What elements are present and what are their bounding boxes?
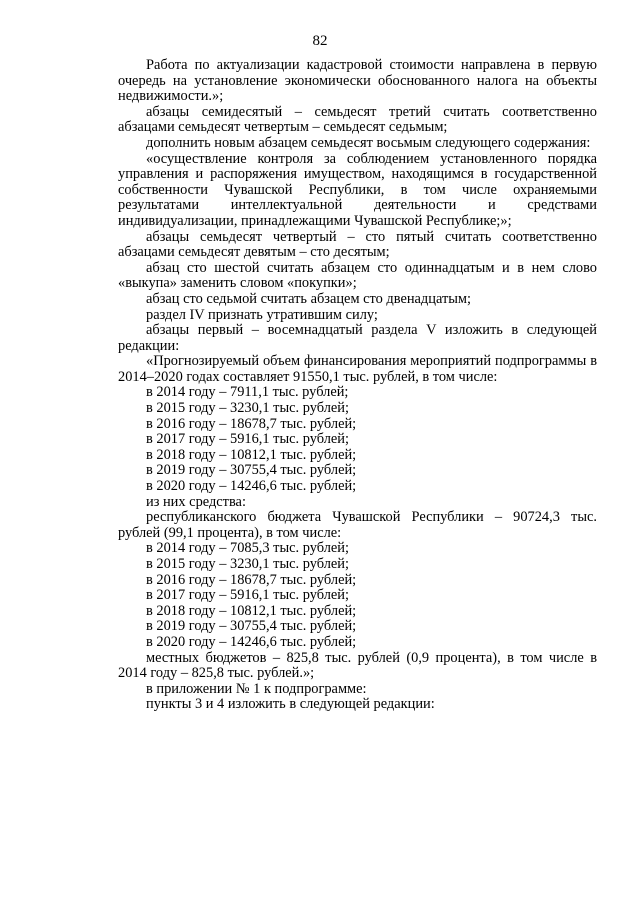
financing-line: в 2015 году – 3230,1 тыс. рублей; [146, 400, 349, 417]
paragraph: абзацы семидесятый – семьдесят третий считать соответственно абзацами семьдесят четвертым – семьдесят седьмым; [118, 103, 597, 136]
paragraph: из них средства: [146, 493, 246, 510]
paragraph: абзацы семьдесят четвертый – сто пятый считать соответственно абзацами семьдесят девятым – сто десятым; [118, 228, 597, 261]
financing-line: в 2016 году – 18678,7 тыс. рублей; [146, 571, 357, 588]
paragraph: республиканского бюджета Чувашской Республики – 90724,3 тыс. рублей (99,1 процента), в том числе: [118, 509, 597, 541]
paragraph: абзац сто шестой считать абзацем сто одиннадцатым и в нем слово «выкупа» заменить словом «покупки»; [118, 259, 597, 292]
financing-line: в 2018 году – 10812,1 тыс. рублей; [146, 602, 357, 619]
financing-line: в 2018 году – 10812,1 тыс. рублей; [146, 446, 357, 463]
paragraph: раздел IV признать утратившим силу; [146, 306, 378, 323]
paragraph: абзац сто седьмой считать абзацем сто двенадцатым; [146, 290, 472, 307]
financing-line: в 2017 году – 5916,1 тыс. рублей; [146, 587, 349, 604]
financing-line: в 2019 году – 30755,4 тыс. рублей; [146, 462, 357, 479]
financing-line: в 2019 году – 30755,4 тыс. рублей; [146, 618, 357, 635]
paragraph: абзацы первый – восемнадцатый раздела V изложить в следующей редакции: [118, 322, 597, 354]
paragraph: пункты 3 и 4 изложить в следующей редакции: [146, 696, 435, 713]
paragraph: «Прогнозируемый объем финансирования мероприятий подпрограммы в 2014–2020 годах составляет 91550,1 тыс. рублей, в том числе: [118, 353, 597, 385]
paragraph: в приложении № 1 к подпрограмме: [146, 680, 367, 697]
paragraph: дополнить новым абзацем семьдесят восьмым следующего содержания: [146, 134, 591, 151]
document-body [118, 58, 597, 713]
page-number: 82 [312, 33, 328, 49]
financing-line: в 2015 году – 3230,1 тыс. рублей; [146, 556, 349, 572]
paragraph: Работа по актуализации кадастровой стоимости направлена в первую очередь на установление экономически обоснованного налога на объекты недвижимости.»; [118, 57, 597, 105]
financing-line: в 2014 году – 7085,3 тыс. рублей; [146, 540, 349, 557]
paragraph: «осуществление контроля за соблюдением установленного порядка управления и распоряжения имуществом, находящимся в государственной собственности Чувашской Республики, в том числе охраняемыми результатами интеллектуальной деятельности и средствами индивидуализации, принадлежащими Чувашской Республике;»; [118, 150, 597, 229]
financing-line: в 2017 году – 5916,1 тыс. рублей; [146, 431, 349, 448]
financing-line: в 2020 году – 14246,6 тыс. рублей; [146, 633, 357, 650]
financing-line: в 2016 году – 18678,7 тыс. рублей; [146, 415, 357, 432]
paragraph: местных бюджетов – 825,8 тыс. рублей (0,9 процента), в том числе в 2014 году – 825,8 тыс. рублей.»; [118, 649, 597, 682]
financing-line: в 2014 году – 7911,1 тыс. рублей; [146, 384, 349, 401]
financing-line: в 2020 году – 14246,6 тыс. рублей; [146, 478, 357, 495]
